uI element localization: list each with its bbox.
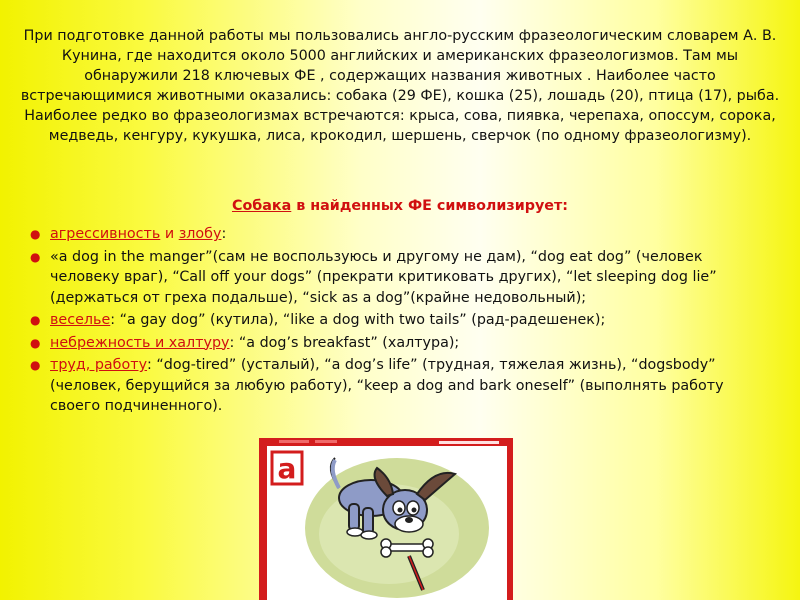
list-item [28, 247, 768, 309]
list-item-text: : “a dog’s breakfast” (халтура); [229, 334, 460, 351]
letter-a: a [277, 452, 297, 485]
bullet-icon: ● [30, 249, 41, 264]
list-item [28, 333, 768, 354]
list-item-text: : “dog-tired” (усталый), “a dog’s life” (трудная, тяжелая жизнь), “dogsbody” (человек, берущийся за любую работу), “keep a dog and bark oneself” (выполнять работу своего подчиненного). [50, 357, 724, 414]
list-item [28, 224, 768, 245]
heading-keyword: Собака [231, 198, 292, 214]
list-item-term: небрежность и халтуру [50, 334, 230, 351]
dog-cartoon-picture [259, 438, 513, 600]
list-item-term: труд, работу [50, 357, 148, 373]
bullet-icon: ● [30, 335, 41, 350]
list-item-text: : [221, 226, 227, 242]
list-item-term: агрессивность [50, 226, 161, 242]
bullet-icon: ● [30, 313, 41, 327]
dog-cartoon-illustration [259, 438, 513, 600]
list-item-text: «a dog in the manger”(сам не воспользуюсь и другому не дам), “dog eat dog” (человек человеку враг), “Call off your dogs” (прекрати критиковать других), “let sleeping dog lie” (держаться от греха подальше), “sick as a dog”(крайне недовольный); [50, 248, 717, 306]
heading-rest: в найденных ФЕ символизирует: [291, 198, 568, 214]
list-item [28, 355, 768, 417]
section-heading [0, 198, 800, 214]
symbolism-list [28, 224, 768, 419]
intro-paragraph: При подготовке данной работы мы пользовались англо-русским фразеологическим словарем А. В. Кунина, где находится около 5000 английских и американских фразеологизмов. Там мы обнаружили 218 ключевых ФЕ , содержащих названия животных . Наиболее часто встречающимися животными оказались: собака (29 ФЕ), кошка (25), лошадь (20), птица (17), рыба. Наиболее редко во фразеологизмах встречаются: крыса, сова, пиявка, черепаха, опоссум, сорока, медведь, кенгуру, кукушка, лиса, крокодил, шершень, сверчок (по одному фразеологизму). [20, 28, 780, 144]
list-item-term2: злобу [178, 226, 222, 242]
list-item-term: веселье [50, 312, 111, 328]
list-item-text: : “a gay dog” (кутила), “like a dog with two tails” (рад-радешенек); [110, 312, 606, 328]
bullet-icon: ● [30, 358, 41, 372]
list-item [28, 310, 768, 331]
list-item-middle: и [160, 226, 179, 242]
bullet-icon: ● [30, 227, 41, 241]
